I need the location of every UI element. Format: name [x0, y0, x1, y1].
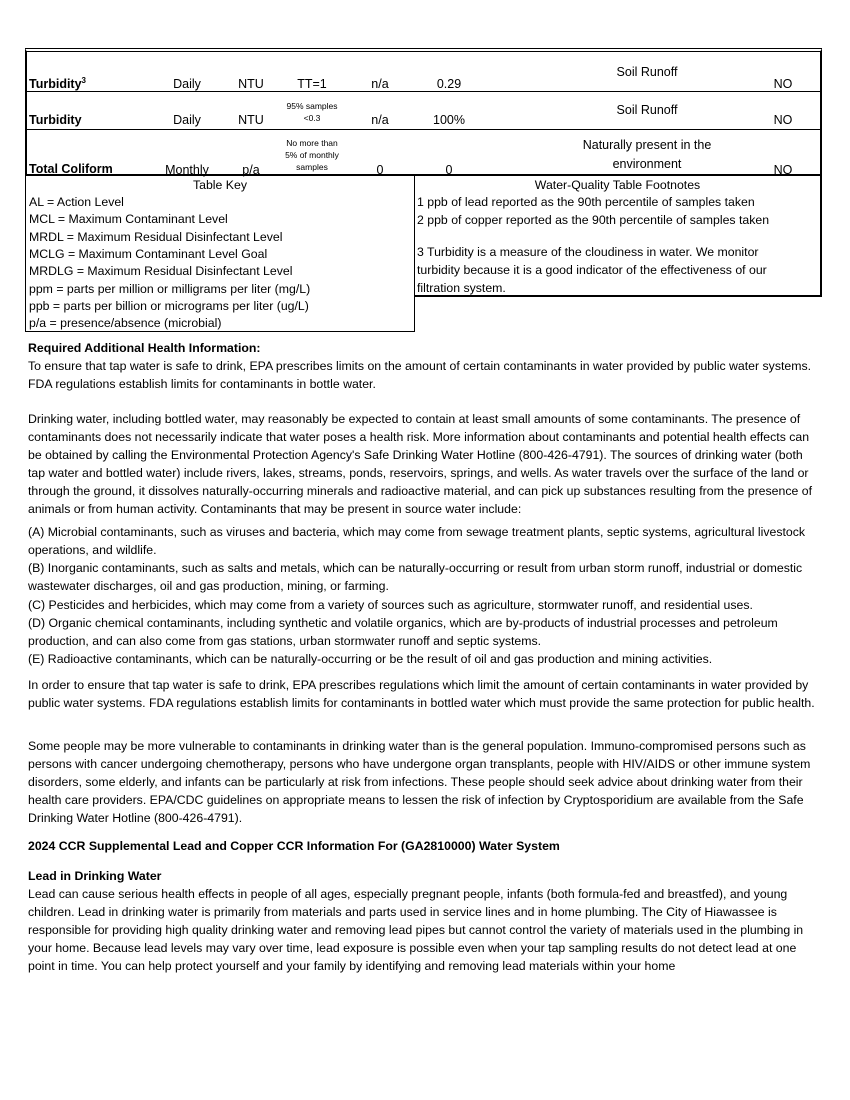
list-item: MRDLG = Maximum Residual Disinfectant Level [29, 264, 293, 278]
violation: NO [773, 163, 793, 177]
table-key [25, 176, 415, 332]
frequency: Monthly [165, 163, 209, 177]
unit: p/a [242, 163, 260, 177]
unit: NTU [238, 77, 264, 91]
level-detected: 100% [433, 113, 465, 127]
table-row [27, 130, 820, 176]
frequency: Daily [173, 77, 201, 91]
list-item: MCL = Maximum Contaminant Level [29, 212, 228, 226]
paragraph: Some people may be more vulnerable to contaminants in drinking water than is the general population. Immuno-compromised persons such as persons with cancer undergoing chemotherapy, persons who have undergone organ transplants, people with HIV/AIDS or other immune system disorders, some elderly, and infants can be particularly at risk from infections. These people should seek advice about drinking water from their health care providers. EPA/CDC guidelines on appropriate means to lessen the risk of infection by Cryptosporidium are available from the Safe Drinking Water Hotline (800-426-4791). [28, 739, 811, 825]
likely-source: Soil Runoff [616, 65, 678, 79]
contaminant-name: Turbidity [29, 113, 82, 127]
section-heading: Required Additional Health Information: [28, 341, 261, 355]
paragraph: (B) Inorganic contaminants, such as salts and metals, which can be naturally-occurring or result from urban storm runoff, industrial or domestic wastewater discharges, oil and gas production, mining, or farming. [28, 561, 803, 593]
violation: NO [773, 77, 793, 91]
paragraph: To ensure that tap water is safe to drink, EPA prescribes limits on the amount of certain contaminants in water provided by public water systems. FDA regulations establish limits for contaminants in bottle water. [28, 359, 812, 391]
paragraph: Lead can cause serious health effects in people of all ages, especially pregnant people, infants (both formula-fed and breastfed), and young children. Lead in drinking water is primarily from materials and parts used in service lines and in home plumbing. The City of Hiawassee is responsible for providing high quality drinking water and removing lead pipes but cannot control the variety of materials used in the plumbing in your home. Because lead levels may vary over time, lead exposure is possible even when your tap sampling results do not detect lead at one point in time. You can help protect yourself and your family by identifying and removing lead materials within your home [28, 887, 804, 973]
level-detected: 0 [445, 163, 453, 177]
table-key-title: Table Key [192, 178, 247, 192]
level-detected: 0.29 [436, 77, 462, 91]
paragraph: (A) Microbial contaminants, such as viruses and bacteria, which may come from sewage treatment plants, septic systems, agricultural livestock operations, and wildlife. [28, 525, 806, 557]
mclg: 0 [376, 163, 384, 177]
footnote-2: 2 ppb of copper reported as the 90th percentile of samples taken [417, 213, 770, 227]
footnotes-title: Water-Quality Table Footnotes [534, 178, 701, 192]
mcl: TT=1 [297, 77, 327, 91]
violation: NO [773, 113, 793, 127]
list-item: ppb = parts per billion or micrograms per liter (ug/L) [29, 299, 309, 313]
paragraph: (C) Pesticides and herbicides, which may come from a variety of sources such as agriculture, stormwater runoff, and residential uses. [28, 598, 753, 612]
footnote-3: filtration system. [417, 281, 506, 295]
frequency: Daily [173, 113, 201, 127]
unit: NTU [238, 113, 264, 127]
mcl: No more than 5% of monthly samples [285, 138, 339, 172]
mclg: n/a [371, 77, 389, 91]
mclg: n/a [371, 113, 389, 127]
mcl: 95% samples <0.3 [286, 101, 338, 123]
footnote-3: 3 Turbidity is a measure of the cloudiness in water. We monitor [417, 245, 759, 259]
list-item: AL = Action Level [29, 195, 124, 209]
list-item: p/a = presence/absence (microbial) [29, 316, 222, 330]
likely-source: Naturally present in the environment [582, 138, 712, 171]
footnote-3: turbidity because it is a good indicator of the effectiveness of our [417, 263, 767, 277]
list-item: MRDL = Maximum Residual Disinfectant Level [29, 230, 283, 244]
section-heading: 2024 CCR Supplemental Lead and Copper CCR Information For (GA2810000) Water System [28, 839, 560, 853]
list-item: ppm = parts per million or milligrams per liter (mg/L) [29, 282, 311, 296]
contaminant-name: Total Coliform [29, 162, 113, 176]
contaminant-name: Turbidity$^3$ [29, 76, 86, 92]
section-heading: Lead in Drinking Water [28, 869, 162, 883]
table-footnotes [414, 176, 822, 297]
water-quality-table [25, 48, 822, 176]
paragraph: Drinking water, including bottled water, may reasonably be expected to contain at least small amounts of some contaminants. The presence of contaminants does not necessarily indicate that water poses a health risk. More information about contaminants and potential health effects can be obtained by calling the Environmental Protection Agency's Safe Drinking Water Hotline (800-426-4791). The sources of drinking water (both tap water and bottled water) include rivers, lakes, streams, ponds, reservoirs, springs, and wells. As water travels over the surface of the land or through the ground, it dissolves naturally-occurring minerals and radioactive material, and can pick up substances resulting from the presence of animals or from human activity. Contaminants that may be present in source water include: [28, 412, 812, 516]
table-row [27, 52, 820, 92]
paragraph: (E) Radioactive contaminants, which can be naturally-occurring or be the result of oil and gas production and mining activities. [28, 652, 713, 666]
table-row [27, 92, 820, 130]
list-item: MCLG = Maximum Contaminant Level Goal [29, 247, 268, 261]
paragraph: In order to ensure that tap water is safe to drink, EPA prescribes regulations which limit the amount of certain contaminants in water provided by public water systems. FDA regulations establish limits for contaminants in bottled water which must provide the same protection for public health. [28, 678, 815, 710]
likely-source: Soil Runoff [616, 103, 678, 117]
footnote-1: 1 ppb of lead reported as the 90th percentile of samples taken [417, 195, 755, 209]
paragraph: (D) Organic chemical contaminants, including synthetic and volatile organics, which are by-products of industrial processes and petroleum production, and can also come from gas stations, urban stormwater runoff and septic systems. [28, 616, 778, 648]
